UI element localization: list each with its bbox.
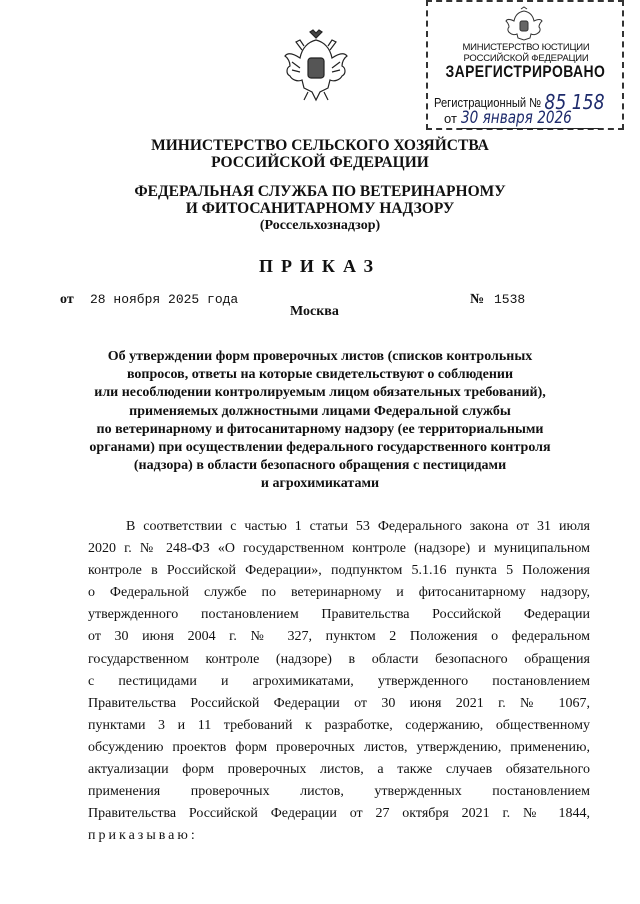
registration-stamp	[426, 0, 624, 130]
body-line: пунктами 3 и 11 требований к разработке, содержанию, общественному	[88, 717, 590, 733]
coat-of-arms-emblem	[282, 28, 350, 106]
title-line: или несоблюдении контролируемым лицом обязательных требований),	[94, 385, 546, 401]
ministry-heading	[0, 137, 640, 171]
stamp-date-label: от	[444, 111, 457, 126]
title-line: применяемых должностными лицами Федеральной службы	[129, 403, 511, 419]
stamp-ministry-name: МИНИСТЕРСТВО ЮСТИЦИИ РОССИЙСКОЙ ФЕДЕРАЦИИ	[462, 42, 590, 64]
body-line: актуализации форм проверочных листов, а также случаев обязательного	[88, 762, 590, 778]
order-body-paragraph	[88, 516, 590, 847]
service-short-name: (Россельхознадзор)	[259, 218, 381, 233]
body-line: от 30 июня 2004 г. № 327, пунктом 2 Положения о федеральном	[88, 629, 590, 645]
title-line: вопросов, ответы на которые свидетельствуют о соблюдении	[126, 367, 514, 383]
stamp-reg-number: 85 158	[544, 90, 605, 114]
service-heading	[0, 183, 640, 234]
service-line-1: ФЕДЕРАЛЬНАЯ СЛУЖБА ПО ВЕТЕРИНАРНОМУ	[134, 183, 506, 200]
title-line: (надзора) в области безопасного обращения с пестицидами	[133, 458, 507, 474]
title-line: Об утверждении форм проверочных листов (списков контрольных	[107, 349, 533, 364]
stamp-reg-date: 30 января 2026	[460, 108, 572, 128]
body-line: государственном контроле (надзоре) в области безопасного обращения	[88, 651, 590, 667]
body-line: с пестицидами и агрохимикатами, утвержденного постановлением	[88, 673, 590, 689]
body-line: контроле в Российской Федерации», подпунктом 5.1.16 пункта 5 Положения	[88, 563, 590, 579]
body-line: утвержденного постановлением Правительства Российской Федерации	[88, 607, 590, 623]
stamp-reg-label: Регистрационный №	[434, 95, 542, 110]
body-line: Правительства Российской Федерации от 30 июня 2021 г. № 1067,	[88, 695, 590, 711]
body-line: 2020 г. № 248-ФЗ «О государственном контроле (надзоре) и муниципальном	[88, 541, 590, 557]
body-line-closing: приказываю:	[88, 828, 198, 844]
document-type-heading: ПРИКАЗ	[258, 256, 382, 276]
ministry-line-2: РОССИЙСКОЙ ФЕДЕРАЦИИ	[211, 154, 429, 171]
order-date-label: от	[60, 292, 74, 307]
order-details	[0, 292, 640, 332]
stamp-registered-label: ЗАРЕГИСТРИРОВАНО	[445, 62, 606, 81]
order-number-label: №	[470, 292, 485, 307]
ministry-line-1: МИНИСТЕРСТВО СЕЛЬСКОГО ХОЗЯЙСТВА	[151, 137, 489, 154]
order-title	[60, 348, 580, 494]
service-line-2: И ФИТОСАНИТАРНОМУ НАДЗОРУ	[185, 200, 455, 217]
order-number: 1538	[494, 292, 526, 307]
title-line: органами) при осуществлении федерального государственного контроля	[89, 440, 551, 456]
body-line: о Федеральной службе по ветеринарному и фитосанитарному надзору,	[88, 585, 590, 601]
stamp-date-line	[444, 108, 622, 129]
body-line: Правительства Российской Федерации от 27 октября 2021 г. № 1844,	[88, 806, 590, 822]
order-date: 28 ноября 2025 года	[90, 292, 239, 307]
stamp-emblem-icon	[504, 6, 544, 42]
order-city: Москва	[290, 304, 339, 319]
body-line: обсуждению проектов форм проверочных листов, утверждению, применению,	[88, 739, 590, 755]
title-line: по ветеринарному и фитосанитарному надзору (ее территориальными	[96, 421, 544, 437]
title-line: и агрохимикатами	[260, 476, 380, 492]
body-line: применения проверочных листов, утвержденных постановлением	[88, 784, 590, 800]
body-line: В соответствии с частью 1 статьи 53 Федерального закона от 31 июля	[126, 519, 590, 534]
